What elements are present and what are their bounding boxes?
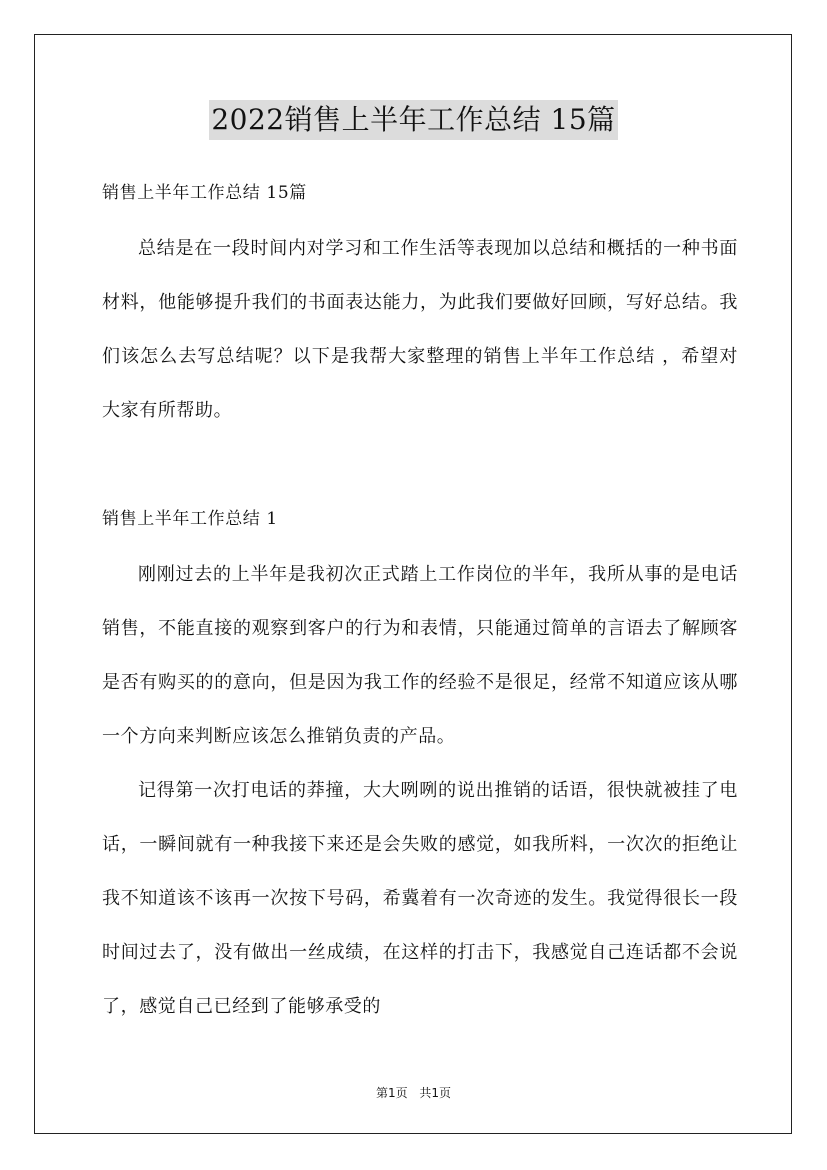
section-paragraph-1: 刚刚过去的上半年是我初次正式踏上工作岗位的半年，我所从事的是电话销售，不能直接的观察到客户的行为和表情，只能通过简单的言语去了解顾客是否有购买的的意向，但是因为我工作的经验不是很足，经常不知道应该从哪一个方向来判断应该怎么推销负责的产品。	[102, 564, 738, 747]
intro-section	[102, 222, 738, 438]
page-number: 第1页	[375, 1086, 408, 1100]
title-container	[0, 100, 827, 140]
section-paragraph-2: 记得第一次打电话的莽撞，大大咧咧的说出推销的话语，很快就被挂了电话，一瞬间就有一种我接下来还是会失败的感觉，如我所料，一次次的拒绝让我不知道该不该再一次按下号码，希冀着有一次奇迹的发生。我觉得很长一段时间过去了，没有做出一丝成绩，在这样的打击下，我感觉自己连话都不会说了，感觉自己已经到了能够承受的	[102, 780, 738, 1017]
page-footer	[0, 1084, 827, 1101]
page-total: 共1页	[419, 1086, 452, 1100]
intro-paragraph: 总结是在一段时间内对学习和工作生活等表现加以总结和概括的一种书面材料，他能够提升我们的书面表达能力，为此我们要做好回顾，写好总结。我们该怎么去写总结呢？以下是我帮大家整理的销售上半年工作总结 ，希望对大家有所帮助。	[102, 238, 738, 421]
section-heading: 销售上半年工作总结 1	[102, 509, 278, 529]
document-title: 2022销售上半年工作总结 15篇	[209, 100, 617, 140]
section-body	[102, 548, 738, 1034]
intro-heading: 销售上半年工作总结 15篇	[102, 183, 307, 203]
